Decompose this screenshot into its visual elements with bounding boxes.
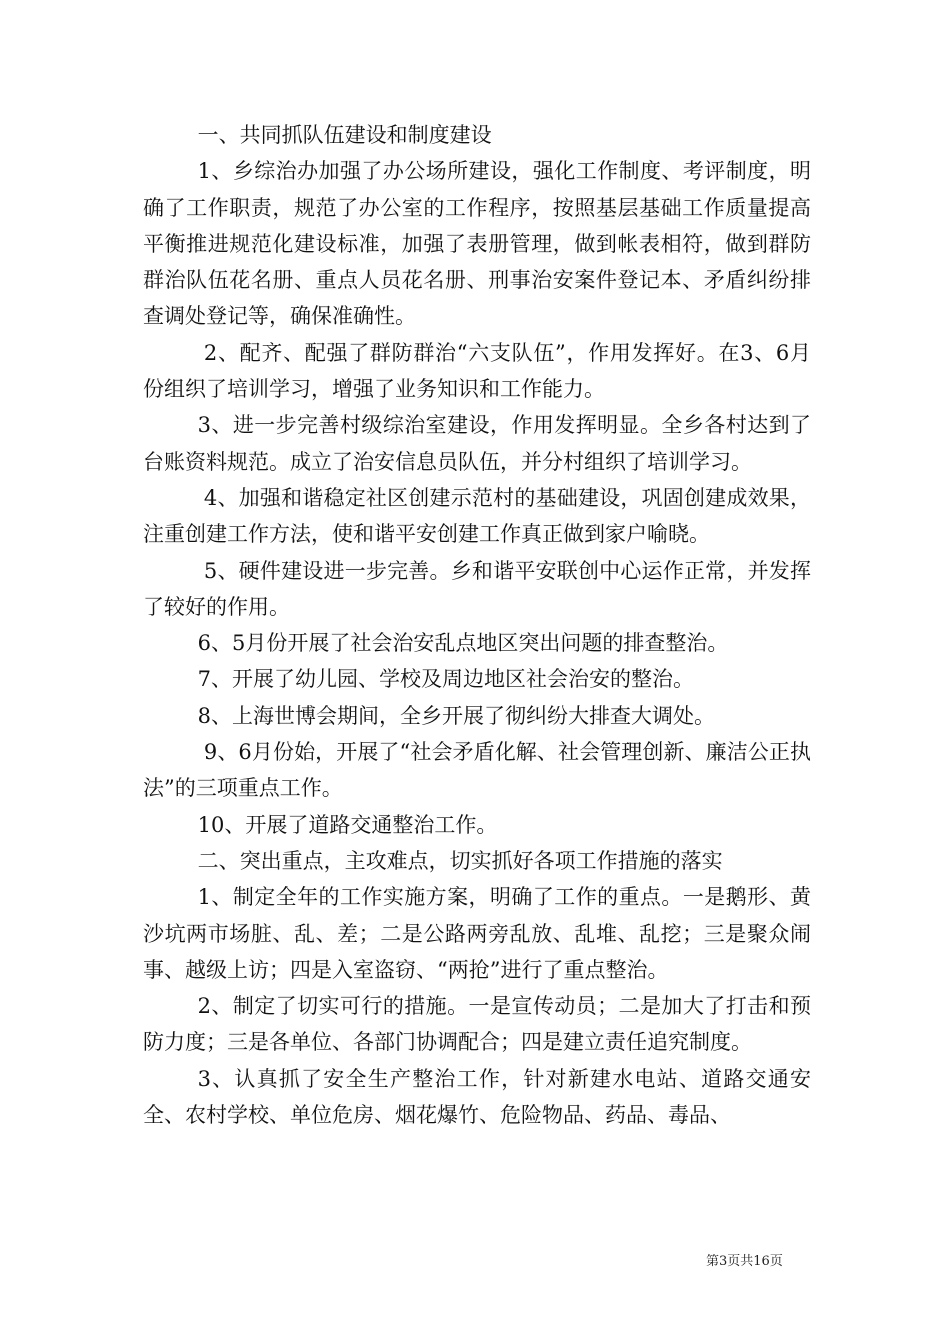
paragraph: 8、上海世博会期间，全乡开展了彻纠纷大排查大调处。 xyxy=(197,703,715,728)
paragraph: 1、乡综治办加强了办公场所建设，强化工作制度、考评制度，明确了工作职责，规范了办公室的工作程序，按照基层基础工作质量提高平衡推进规范化建设标准，加强了表册管理，做到帐表相符，做到群防群治队伍花名册、重点人员花名册、刑事治安案件登记本、矛盾纠纷排查调处登记等，确保准确性。 xyxy=(143,159,811,329)
document-body xyxy=(143,117,811,1133)
section-heading-1: 一、共同抓队伍建设和制度建设 xyxy=(197,123,492,147)
paragraph: 4、加强和谐稳定社区创建示范村的基础建设，巩固创建成效果，注重创建工作方法，使和谐平安创建工作真正做到家户喻晓。 xyxy=(143,485,811,547)
page-number: 第3页共16页 xyxy=(706,1254,783,1269)
paragraph: 3、进一步完善村级综治室建设，作用发挥明显。全乡各村达到了台账资料规范。成立了治安信息员队伍，并分村组织了培训学习。 xyxy=(143,413,811,474)
paragraph: 3、认真抓了安全生产整治工作，针对新建水电站、道路交通安全、农村学校、单位危房、烟花爆竹、危险物品、药品、毒品、 xyxy=(143,1066,811,1128)
paragraph: 5、硬件建设进一步完善。乡和谐平安联创中心运作正常，并发挥了较好的作用。 xyxy=(143,558,811,619)
paragraph: 7、开展了幼儿园、学校及周边地区社会治安的整治。 xyxy=(197,667,694,692)
paragraph: 6、5月份开展了社会治安乱点地区突出问题的排查整治。 xyxy=(197,631,729,656)
paragraph: 10、开展了道路交通整治工作。 xyxy=(197,812,498,837)
paragraph: 2、配齐、配强了群防群治“六支队伍”，作用发挥好。在3、6月份组织了培训学习，增强了业务知识和工作能力。 xyxy=(143,340,811,402)
section-heading-2: 二、突出重点，主攻难点，切实抓好各项工作措施的落实 xyxy=(197,848,723,873)
paragraph: 2、制定了切实可行的措施。一是宣传动员；二是加大了打击和预防力度；三是各单位、各部门协调配合；四是建立责任追究制度。 xyxy=(143,994,811,1055)
paragraph: 9、6月份始，开展了“社会矛盾化解、社会管理创新、廉洁公正执法”的三项重点工作。 xyxy=(143,740,811,801)
paragraph: 1、制定全年的工作实施方案，明确了工作的重点。一是鹅形、黄沙坑两市场脏、乱、差；二是公路两旁乱放、乱堆、乱挖；三是聚众闹事、越级上访；四是入室盗窃、“两抢”进行了重点整治。 xyxy=(143,885,811,982)
